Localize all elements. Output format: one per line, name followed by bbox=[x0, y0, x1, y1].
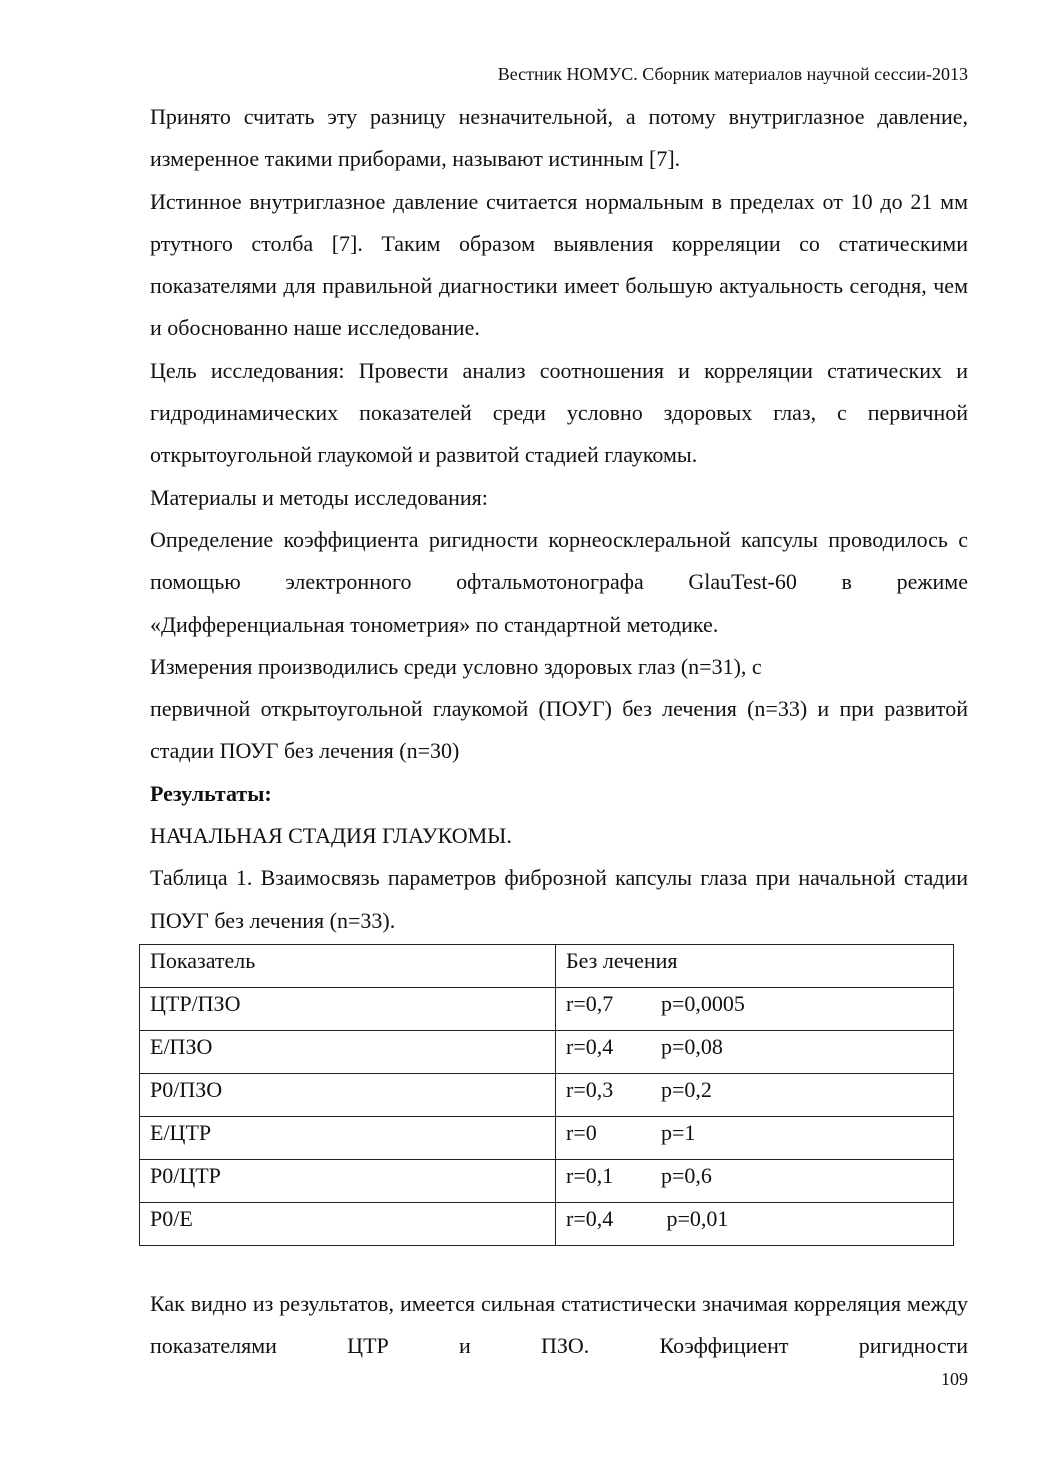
value-cell bbox=[556, 988, 954, 1031]
p-value: p=0,6 bbox=[661, 1163, 712, 1188]
paragraph-5: Определение коэффициента ригидности корнеосклеральной капсулы проводилось с помощью электронного офтальмотонографа GlauTest-60 в режиме «Дифференциальная тонометрия» по стандартной методике. bbox=[150, 526, 968, 637]
table-row bbox=[140, 1031, 954, 1074]
header-cell-treatment: Без лечения bbox=[556, 945, 954, 988]
table-row bbox=[140, 1203, 954, 1246]
paragraph-7: первичной открытоугольной глаукомой (ПОУГ) без лечения (n=33) и при развитой стадии ПОУГ без лечения (n=30) bbox=[150, 696, 968, 764]
r-value: r=0,4 bbox=[566, 1034, 614, 1059]
value-cell bbox=[556, 1031, 954, 1074]
p-value: p=0,01 bbox=[661, 1206, 729, 1231]
r-value: r=0,1 bbox=[566, 1163, 614, 1188]
results-heading: Результаты: bbox=[150, 780, 272, 806]
p-value: p=0,0005 bbox=[661, 991, 745, 1016]
r-value: r=0,7 bbox=[566, 991, 614, 1016]
table-caption: Таблица 1. Взаимосвязь параметров фиброзной капсулы глаза при начальной стадии ПОУГ без лечения (n=33). bbox=[150, 865, 968, 933]
r-value: r=0,4 bbox=[566, 1206, 614, 1231]
paragraph-3: Цель исследования: Провести анализ соотношения и корреляции статических и гидродинамических показателей среди условно здоровых глаз, с первичной открытоугольной глаукомой и развитой стадией глаукомы. bbox=[150, 357, 968, 468]
paragraph-1: Принято считать эту разницу незначительной, а потому внутриглазное давление, измеренное такими приборами, называют истинным [7]. bbox=[150, 104, 968, 172]
r-value: r=0,3 bbox=[566, 1077, 614, 1102]
paragraph-2: Истинное внутриглазное давление считается нормальным в пределах от 10 до 21 мм ртутного столба [7]. Таким образом выявления корреляции со статическими показателями для правильной диагностики имеет большую актуальность сегодня, чем и обоснованно наше исследование. bbox=[150, 188, 968, 341]
parameter-cell: Р0/ЦТР bbox=[140, 1160, 556, 1203]
table-header-row bbox=[140, 945, 954, 988]
parameter-cell: Е/ЦТР bbox=[140, 1117, 556, 1160]
paragraph-4: Материалы и методы исследования: bbox=[150, 484, 488, 510]
header-cell-parameter: Показатель bbox=[140, 945, 556, 988]
parameter-cell: ЦТР/ПЗО bbox=[140, 988, 556, 1031]
page-number: 109 bbox=[941, 1369, 968, 1389]
value-cell bbox=[556, 1117, 954, 1160]
table-row bbox=[140, 1160, 954, 1203]
stage-heading: НАЧАЛЬНАЯ СТАДИЯ ГЛАУКОМЫ. bbox=[150, 823, 512, 849]
body-text bbox=[150, 96, 968, 942]
paragraph-conclusion: Как видно из результатов, имеется сильная статистически значимая корреляция между показателями ЦТР и ПЗО. Коэффициент ригидности bbox=[150, 1291, 968, 1359]
p-value: p=1 bbox=[661, 1120, 696, 1145]
parameter-cell: Е/ПЗО bbox=[140, 1031, 556, 1074]
paragraph-6: Измерения производились среди условно здоровых глаз (n=31), с bbox=[150, 653, 762, 679]
parameter-cell: Р0/ПЗО bbox=[140, 1074, 556, 1117]
table-row bbox=[140, 988, 954, 1031]
p-value: p=0,08 bbox=[661, 1034, 723, 1059]
running-header: Вестник НОМУС. Сборник материалов научной сессии-2013 bbox=[497, 64, 968, 84]
table-row bbox=[140, 1117, 954, 1160]
value-cell bbox=[556, 1203, 954, 1246]
value-cell bbox=[556, 1074, 954, 1117]
results-table bbox=[139, 944, 954, 1246]
continuation-text bbox=[150, 1283, 968, 1368]
value-cell bbox=[556, 1160, 954, 1203]
r-value: r=0 bbox=[566, 1120, 597, 1145]
p-value: p=0,2 bbox=[661, 1077, 712, 1102]
parameter-cell: Р0/Е bbox=[140, 1203, 556, 1246]
table-row bbox=[140, 1074, 954, 1117]
